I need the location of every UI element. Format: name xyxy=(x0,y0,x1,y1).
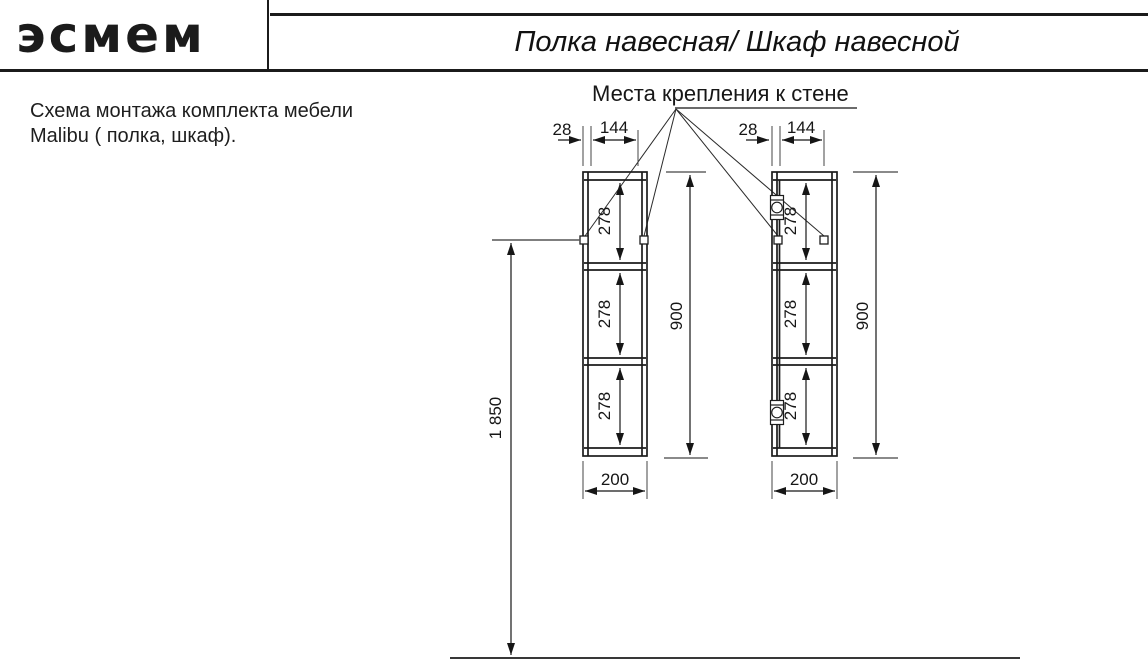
left-cabinet-top-dimensions xyxy=(553,118,638,166)
left-cabinet-compartment-dimensions xyxy=(595,183,620,445)
wall-mount-callout-label: Места крепления к стене xyxy=(592,81,849,106)
dim-label-278-left-mid: 278 xyxy=(595,299,614,329)
dim-label-278-right-mid: 278 xyxy=(781,299,800,329)
dim-label-278-left-bottom: 278 xyxy=(595,391,614,421)
mount-point-right-cabinet-left xyxy=(774,236,782,244)
dim-label-1850: 1 850 xyxy=(486,396,505,440)
mount-point-left-cabinet-right xyxy=(640,236,648,244)
dim-label-28-left: 28 xyxy=(552,120,572,139)
right-cabinet-width-dimension xyxy=(772,461,837,499)
mount-point-right-cabinet-right xyxy=(820,236,828,244)
left-cabinet-width-dimension xyxy=(583,461,647,499)
dim-label-200-right: 200 xyxy=(789,470,819,489)
scheme-description-line2: Malibu ( полка, шкаф). xyxy=(30,125,237,147)
right-cabinet-top-dimensions xyxy=(739,118,824,166)
right-cabinet-height-dimension xyxy=(853,172,898,458)
dim-label-900-right: 900 xyxy=(853,301,872,331)
wall-mount-points xyxy=(580,236,828,244)
scheme-description-line1: Схема монтажа комплекта мебели xyxy=(30,100,354,122)
left-cabinet-height-dimension xyxy=(664,172,708,458)
dim-label-144-right: 144 xyxy=(786,118,816,137)
dim-label-144-left: 144 xyxy=(599,118,629,137)
mount-height-dimension xyxy=(486,240,580,655)
left-cabinet-outline xyxy=(583,172,647,456)
right-cabinet-compartment-dimensions xyxy=(781,183,806,445)
brand-logo-text: эсмем xyxy=(16,6,206,64)
dim-label-200-left: 200 xyxy=(600,470,630,489)
mount-point-left-cabinet-left xyxy=(580,236,588,244)
dim-label-28-right: 28 xyxy=(738,120,758,139)
dim-label-278-left-top: 278 xyxy=(595,206,614,236)
dim-label-278-right-top: 278 xyxy=(781,206,800,236)
dim-label-278-right-bottom: 278 xyxy=(781,391,800,421)
document-title: Полка навесная/ Шкаф навесной xyxy=(514,26,960,58)
dim-label-900-left: 900 xyxy=(667,301,686,331)
